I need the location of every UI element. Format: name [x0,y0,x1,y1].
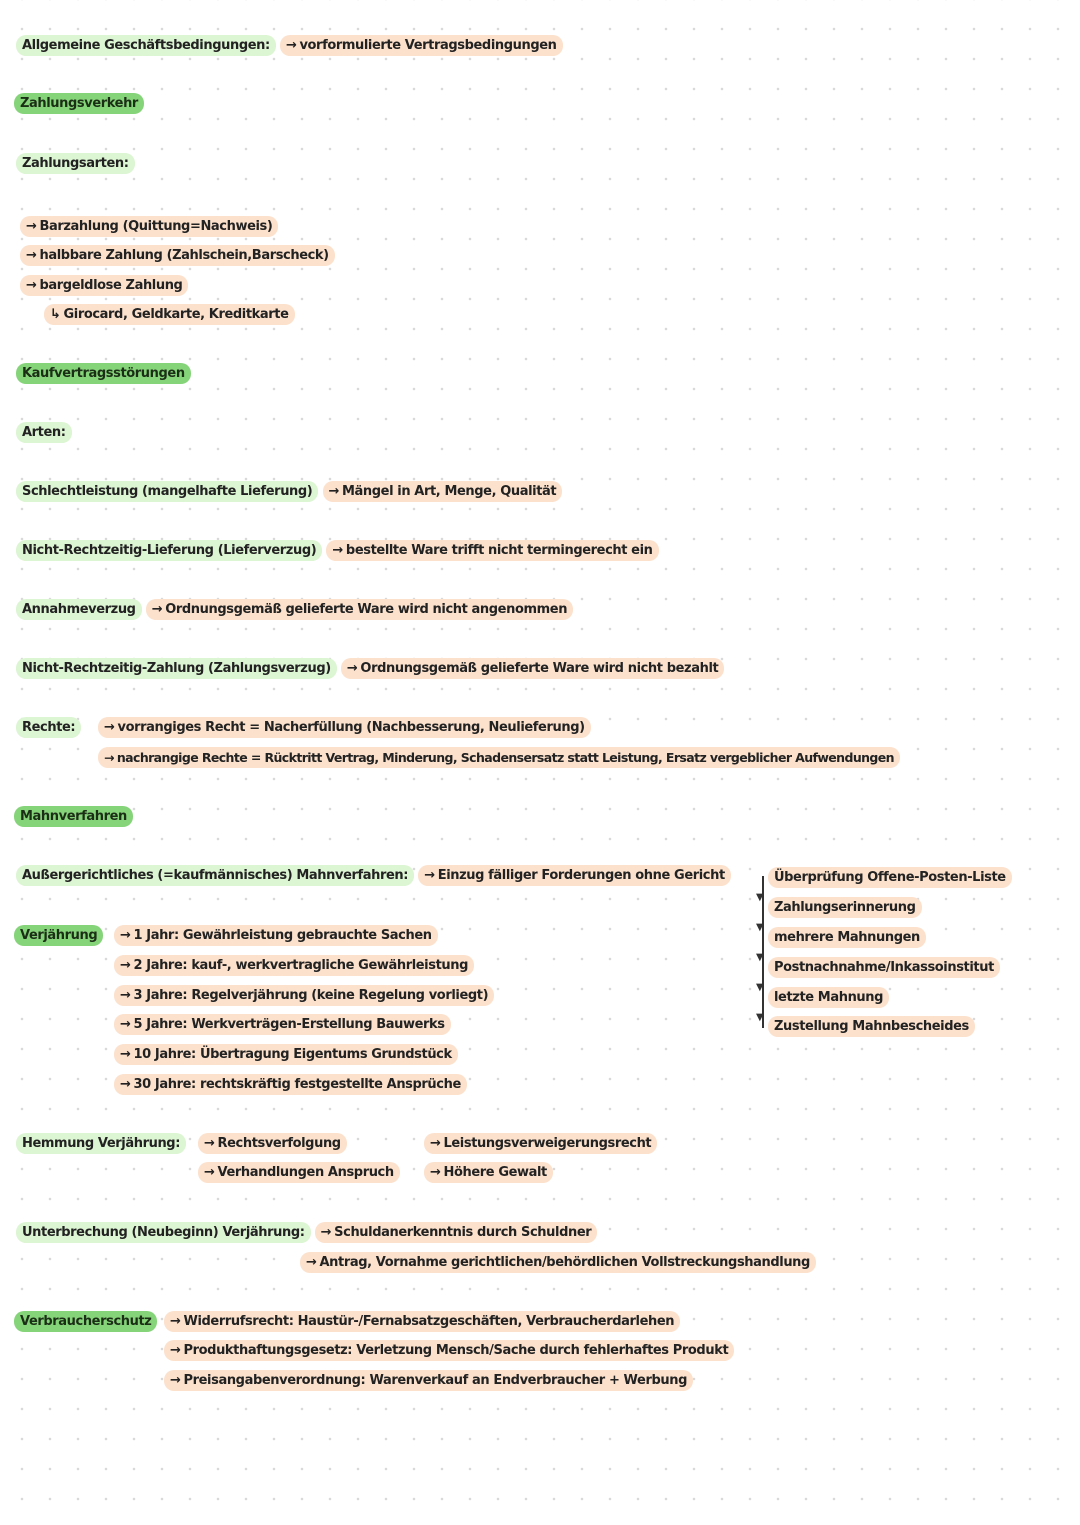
rechte-label [16,720,81,736]
agb-value [280,35,563,56]
verjaehrung-years: 2 Jahre: [133,958,188,973]
verjaehrung-item [114,928,438,944]
arrow-down-icon: ▼ [756,1012,764,1023]
arrow-right-icon: → [26,278,37,293]
aussergerichtlich-label: Außergerichtliches (=kaufmännisches) Mahnverfahren: [16,865,414,886]
hemmung-item [424,1136,657,1152]
kaufvertrag-heading [16,366,191,382]
rechte-text: vorrangiges Recht = Nacherfüllung (Nachbesserung, Neulieferung) [117,720,585,735]
mahn-step [768,960,1000,976]
verbraucherschutz-title: Preisangabenverordnung: [183,1373,366,1388]
verjaehrung-text: kauf-, werkvertragliche Gewährleistung [191,958,469,973]
zahlungsart-item [20,278,188,294]
verbraucherschutz-title: Produkthaftungsgesetz: [183,1343,353,1358]
unterbrechung-text: Schuldanerkenntnis durch Schuldner [334,1225,592,1240]
verbraucherschutz-text: Haustür-/Fernabsatzgeschäften, Verbraucherdarlehen [297,1314,675,1329]
arrow-right-icon: → [170,1343,181,1358]
verbraucherschutz-label-text: Verbraucherschutz [14,1311,157,1332]
hemmung-item [424,1165,553,1181]
aussergerichtlich-row [16,868,731,884]
zahlungsarten-label [16,156,135,172]
mahn-step-text: letzte Mahnung [768,987,889,1008]
mahn-step-text: Zustellung Mahnbescheides [768,1016,975,1037]
kaufvertrag-heading-text: Kaufvertragsstörungen [16,363,191,384]
arrow-right-icon: → [120,958,131,973]
arrow-right-icon: → [204,1136,215,1151]
unterbrechung-text: Antrag, Vornahme gerichtlichen/behördlichen Vollstreckungshandlung [319,1255,810,1270]
zahlungsart-item [20,248,335,264]
stoerung-row [16,661,724,677]
verjaehrung-item [114,988,494,1004]
mahn-step [768,1019,975,1035]
arten-label-text: Arten: [16,422,72,443]
hemmung-item [198,1165,400,1181]
verjaehrung-text: Gewährleistung gebrauchte Sachen [182,928,432,943]
return-arrow-icon: ↳ [50,307,61,322]
rechte-item [98,750,900,766]
arrow-right-icon: → [104,750,114,765]
arrow-right-icon: → [170,1373,181,1388]
arrow-right-icon: → [120,988,131,1003]
verjaehrung-years: 3 Jahre: [133,988,188,1003]
hemmung-text: Rechtsverfolgung [217,1136,341,1151]
verjaehrung-item [114,1017,451,1033]
verjaehrung-years: 5 Jahre: [133,1017,188,1032]
stoerung-label: Nicht-Rechtzeitig-Zahlung [22,661,204,676]
arrow-right-icon: → [430,1136,441,1151]
hemmung-text: Leistungsverweigerungsrecht [443,1136,652,1151]
hemmung-label [16,1136,186,1152]
zahlungsverkehr-heading [14,96,144,112]
verjaehrung-item [114,1077,467,1093]
zahlungsart-title: bargeldlose Zahlung [39,278,183,293]
zahlungsart-sub-text: Girocard, Geldkarte, Kreditkarte [63,307,289,322]
agb-value-text: vorformulierte Vertragsbedingungen [299,38,557,53]
verjaehrung-item [114,1047,458,1063]
verbraucherschutz-text: Verletzung Mensch/Sache durch fehlerhaftes Produkt [356,1343,729,1358]
arrow-right-icon: → [328,484,339,499]
rechte-item [98,720,591,736]
mahn-step-text: Zahlungserinnerung [768,897,922,918]
zahlungsart-note: (Quittung=Nachweis) [122,219,273,234]
verjaehrung-item [114,958,474,974]
mahn-step-text: Postnachnahme/Inkassoinstitut [768,957,1000,978]
mahn-step-text: mehrere Mahnungen [768,927,926,948]
arrow-right-icon: → [120,1017,131,1032]
stoerung-note: (mangelhafte Lieferung) [142,484,313,499]
hemmung-text: Höhere Gewalt [443,1165,547,1180]
arrow-right-icon: → [285,38,297,53]
zahlungsart-note: (Zahlschein,Barscheck) [166,248,329,263]
arrow-down-icon: ▼ [756,922,764,933]
mahn-step [768,930,926,946]
zahlungsart-sub [44,307,295,323]
arten-label [16,425,72,441]
agb-label: Allgemeine Geschäftsbedingungen: [16,35,276,56]
stoerung-row [16,543,659,559]
stoerung-value: bestellte Ware trifft nicht termingerecht ein [345,543,653,558]
verbraucherschutz-item [164,1314,680,1330]
mahn-step [768,990,889,1006]
stoerung-value: Ordnungsgemäß gelieferte Ware wird nicht angenommen [165,602,568,617]
arrow-right-icon: → [424,868,435,883]
stoerung-note: (Zahlungsverzug) [208,661,331,676]
verjaehrung-years: 10 Jahre: [133,1047,196,1062]
verjaehrung-years: 1 Jahr: [133,928,179,943]
mahn-step [768,900,922,916]
arrow-down-icon: ▼ [756,892,764,903]
arrow-right-icon: → [26,248,37,263]
rechte-text: nachrangige Rechte = Rücktritt Vertrag, Minderung, Schadensersatz statt Leistung, Ersatz vergeblicher Aufwendungen [116,750,894,765]
arrow-right-icon: → [26,219,37,234]
verjaehrung-text: Übertragung Eigentums Grundstück [199,1047,452,1062]
arrow-right-icon: → [306,1255,317,1270]
arrow-right-icon: → [120,1047,131,1062]
zahlungsart-item [20,219,278,235]
arrow-right-icon: → [120,1077,131,1092]
zahlungsverkehr-heading-text: Zahlungsverkehr [14,93,144,114]
aussergerichtlich-value: Einzug fälliger Forderungen ohne Gericht [437,868,725,883]
unterbrechung-row [16,1225,597,1241]
arrow-right-icon: → [170,1314,181,1329]
arrow-right-icon: → [430,1165,441,1180]
verbraucherschutz-title: Widerrufsrecht: [183,1314,294,1329]
stoerung-value: Mängel in Art, Menge, Qualität [342,484,557,499]
mahnverfahren-heading [14,809,133,825]
unterbrechung-label: Unterbrechung (Neubeginn) Verjährung: [16,1222,311,1243]
rechte-label-text: Rechte: [16,717,81,738]
stoerung-label: Nicht-Rechtzeitig-Lieferung [22,543,214,558]
verjaehrung-text: Regelverjährung (keine Regelung vorliegt) [191,988,489,1003]
hemmung-item [198,1136,347,1152]
unterbrechung-item [300,1255,816,1271]
hemmung-label-text: Hemmung Verjährung: [16,1133,186,1154]
verjaehrung-text: rechtskräftig festgestellte Ansprüche [199,1077,461,1092]
stoerung-note: (Lieferverzug) [217,543,317,558]
arrow-right-icon: → [151,602,163,617]
zahlungsart-title: halbbare Zahlung [39,248,163,263]
arrow-down-icon: ▼ [756,952,764,963]
stoerung-row [16,602,573,618]
verjaehrung-years: 30 Jahre: [133,1077,196,1092]
zahlungsarten-label-text: Zahlungsarten: [16,153,135,174]
verjaehrung-label-text: Verjährung [14,925,103,946]
verbraucherschutz-label [14,1314,157,1330]
verbraucherschutz-item [164,1373,693,1389]
stoerung-label: Schlechtleistung [22,484,138,499]
zahlungsart-title: Barzahlung [39,219,119,234]
stoerung-label: Annahmeverzug [22,602,136,617]
arrow-right-icon: → [204,1165,215,1180]
arrow-right-icon: → [346,661,358,676]
stoerung-value: Ordnungsgemäß gelieferte Ware wird nicht bezahlt [360,661,719,676]
arrow-right-icon: → [120,928,131,943]
mahn-step [768,870,1012,886]
verjaehrung-text: Werkverträgen-Erstellung Bauwerks [191,1017,445,1032]
mahnverfahren-heading-text: Mahnverfahren [14,806,133,827]
mahn-step-text: Überprüfung Offene-Posten-Liste [768,867,1012,888]
verjaehrung-label [14,928,103,944]
arrow-right-icon: → [332,543,343,558]
verbraucherschutz-text: Warenverkauf an Endverbraucher + Werbung [369,1373,687,1388]
arrow-right-icon: → [104,720,115,735]
arrow-down-icon: ▼ [756,982,764,993]
verbraucherschutz-item [164,1343,734,1359]
arrow-right-icon: → [320,1225,332,1240]
agb-row [16,38,563,54]
hemmung-text: Verhandlungen Anspruch [217,1165,394,1180]
stoerung-row [16,484,562,500]
